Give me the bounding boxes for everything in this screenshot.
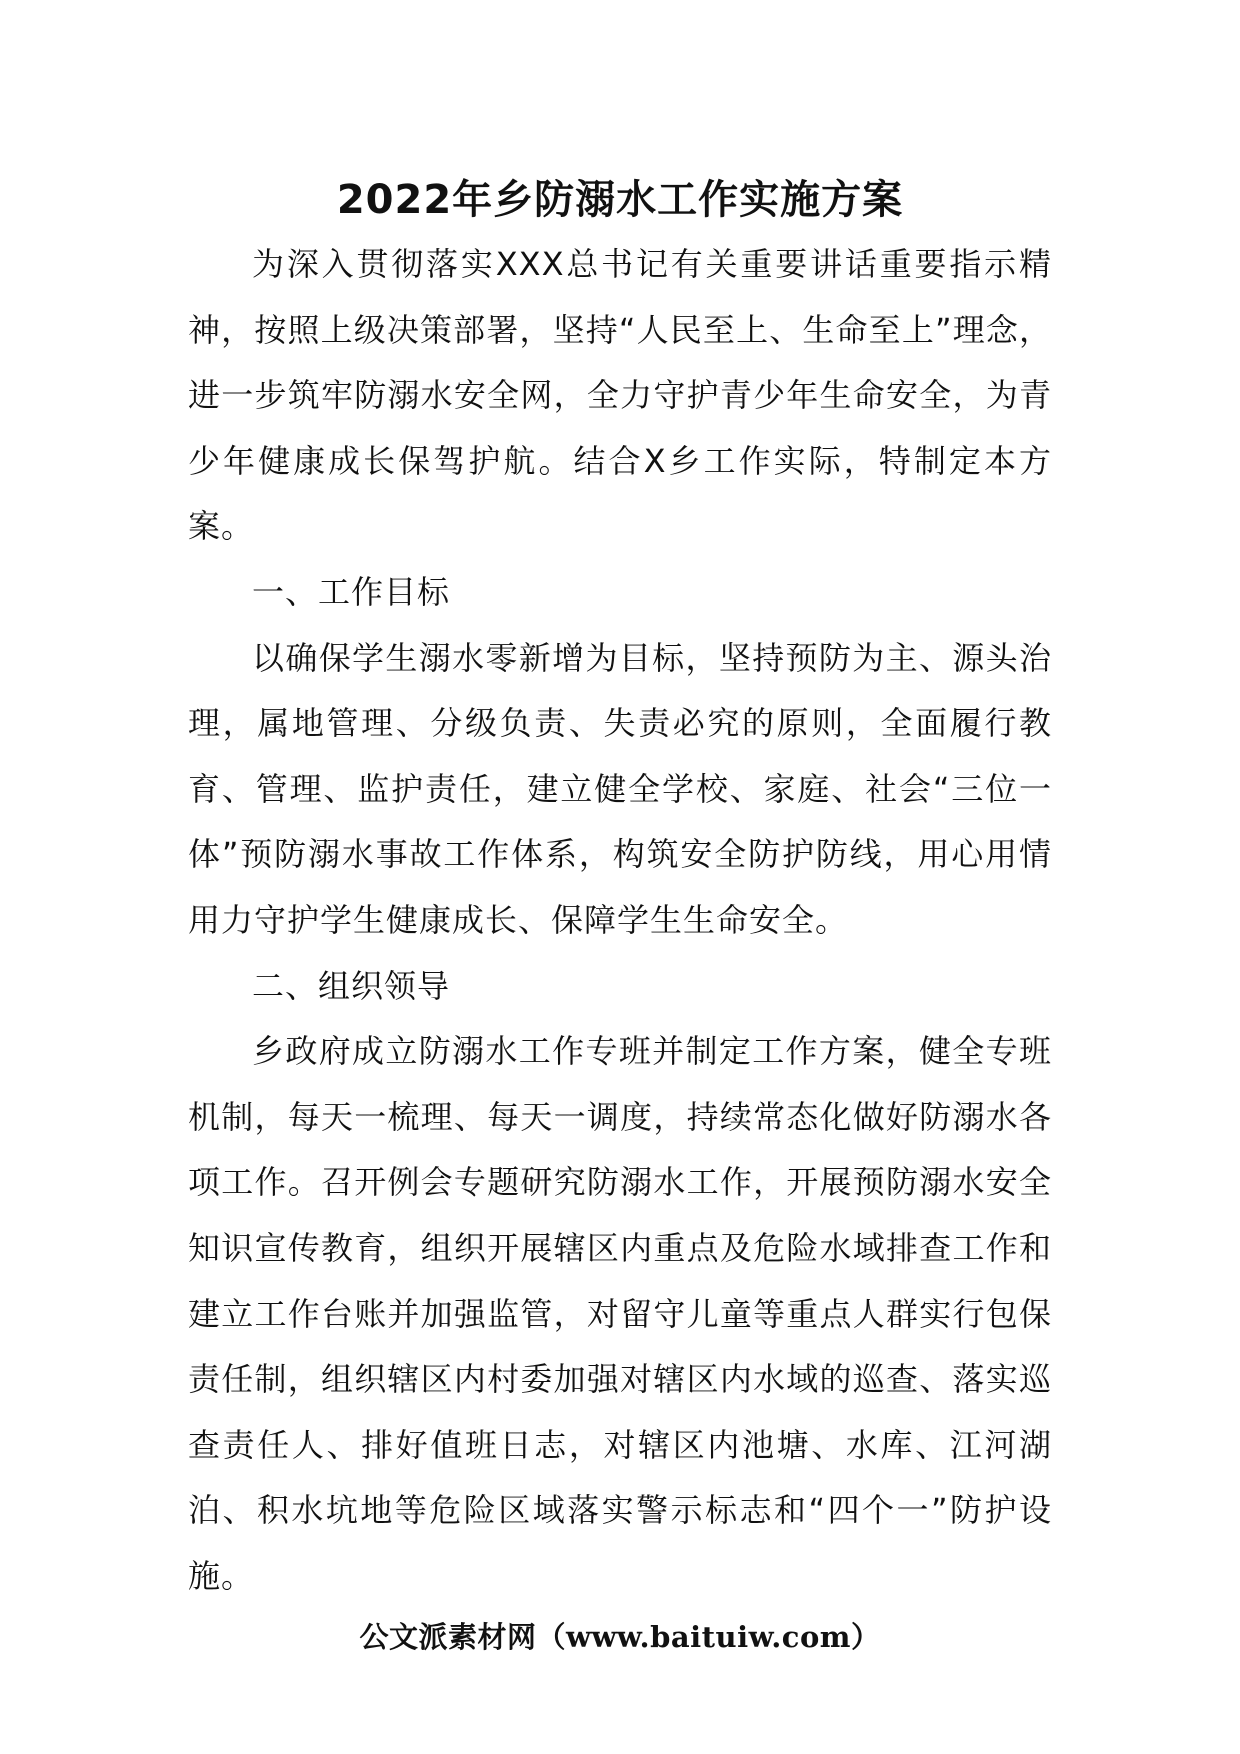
section-heading-goals: 一、工作目标 — [252, 572, 451, 611]
footer-watermark: 公文派素材网（www.baituiw.com） — [359, 1620, 881, 1654]
section-body-organization: 乡政府成立防溺水工作专班并制定工作方案，健全专班机制，每天一梳理、每天一调度，持续常态化做好防溺水各项工作。召开例会专题研究防溺水工作，开展预防溺水安全知识宣传教育，组织开展辖区内重点及危险水域排查工作和建立工作台账并加强监管，对留守儿童等重点人群实行包保责任制，组织辖区内村委加强对辖区内水域的巡查、落实巡查责任人、排好值班日志，对辖区内池塘、水库、江河湖泊、积水坑地等危险区域落实警示标志和“四个一”防护设施。 — [188, 1032, 1052, 1595]
document-page — [188, 168, 1052, 1609]
section-body-goals: 以确保学生溺水零新增为目标，坚持预防为主、源头治理，属地管理、分级负责、失责必究的原则，全面履行教育、管理、监护责任，建立健全学校、家庭、社会“三位一体”预防溺水事故工作体系，构筑安全防护防线，用心用情用力守护学生健康成长、保障学生生命安全。 — [188, 638, 1052, 939]
section-heading-organization: 二、组织领导 — [252, 966, 451, 1005]
intro-paragraph: 为深入贯彻落实XXX总书记有关重要讲话重要指示精神，按照上级决策部署，坚持“人民至上、生命至上”理念，进一步筑牢防溺水安全网，全力守护青少年生命安全，为青少年健康成长保驾护航。结合X乡工作实际，特制定本方案。 — [188, 245, 1052, 546]
document-title: 2022年乡防溺水工作实施方案 — [336, 177, 904, 223]
